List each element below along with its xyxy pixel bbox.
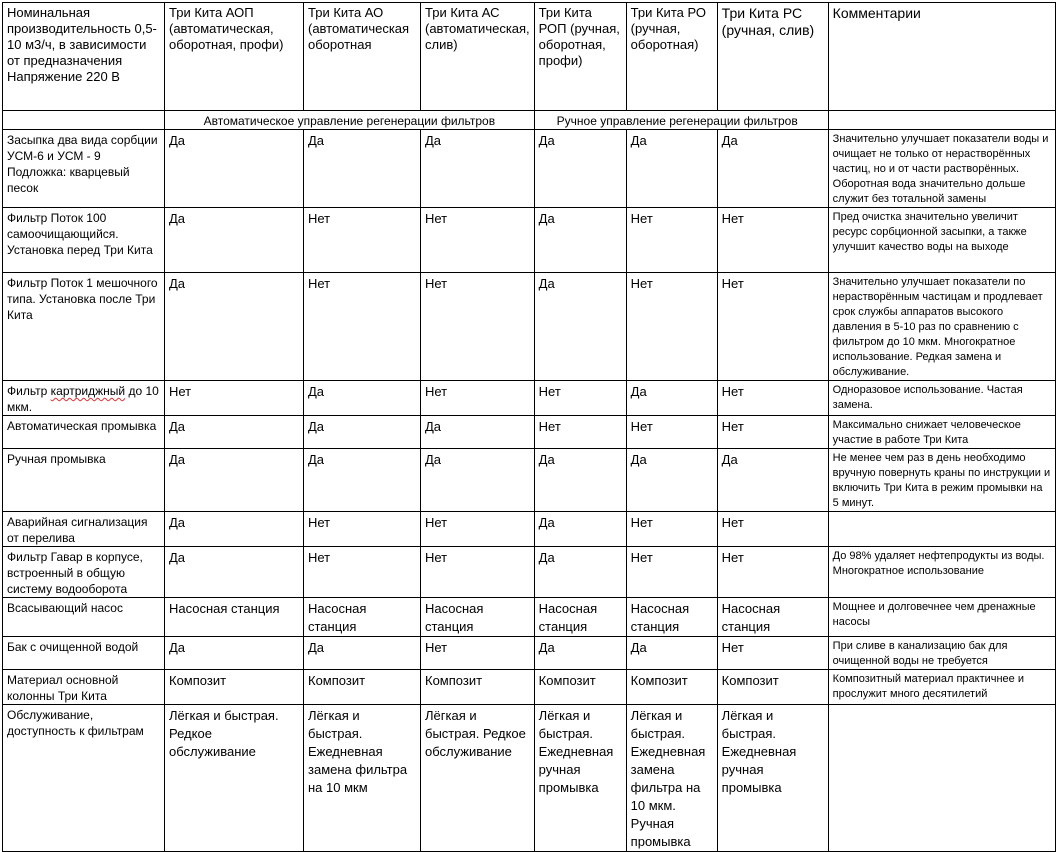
cell-value: Да (421, 130, 535, 208)
cell-value: Нет (534, 416, 626, 449)
cell-value: Нет (717, 637, 828, 670)
cell-value: Да (626, 637, 717, 670)
cell-value: Нет (717, 416, 828, 449)
cell-value: Да (421, 449, 535, 512)
row-comment: До 98% удаляет нефтепродукты из воды. Многократное использование (828, 547, 1055, 598)
table-row (3, 637, 1056, 670)
row-comment (828, 512, 1055, 547)
row-label: Материал основной колонны Три Кита (3, 670, 165, 705)
cell-value: Нет (304, 208, 421, 273)
cell-value: Да (534, 547, 626, 598)
cell-value: Да (534, 130, 626, 208)
cell-value: Композит (534, 670, 626, 705)
cell-value: Насосная станция (717, 598, 828, 637)
cell-value: Композит (717, 670, 828, 705)
cell-value: Да (534, 637, 626, 670)
cell-value: Нет (626, 547, 717, 598)
subheader-comments-empty (828, 111, 1055, 130)
row-label-post: до 10 мкм. (7, 384, 159, 414)
table-row (3, 670, 1056, 705)
cell-value: Да (304, 449, 421, 512)
cell-value: Лёгкая и быстрая. Ежедневная замена фильтра на 10 мкм (304, 705, 421, 852)
cell-value: Да (304, 416, 421, 449)
cell-value: Лёгкая и быстрая. Ежедневная ручная промывка (717, 705, 828, 852)
cell-value: Да (717, 449, 828, 512)
row-label: Обслуживание, доступность к фильтрам (3, 705, 165, 852)
row-label-pre: Фильтр (7, 384, 51, 398)
table-row (3, 449, 1056, 512)
model-header-as: Три Кита АС (автоматическая, слив) (421, 3, 535, 111)
table-row (3, 705, 1056, 852)
model-header-rs: Три Кита РС (ручная, слив) (717, 3, 828, 111)
cell-value: Да (304, 130, 421, 208)
table-row (3, 273, 1056, 381)
cell-value: Нет (717, 273, 828, 381)
table-title: Номинальная производительность 0,5-10 м3/ч, в зависимости от предназначения Напряжение 220 В (3, 3, 165, 111)
cell-value: Да (165, 416, 304, 449)
cell-value: Нет (304, 273, 421, 381)
cell-value: Нет (421, 208, 535, 273)
row-comment: Композитный материал практичнее и прослужит много десятилетий (828, 670, 1055, 705)
cell-value: Да (165, 273, 304, 381)
cell-value: Композит (165, 670, 304, 705)
cell-value: Нет (421, 637, 535, 670)
row-label: Фильтр Поток 100 самоочищающийся. Установка перед Три Кита (3, 208, 165, 273)
row-comment: Мощнее и долговечнее чем дренажные насосы (828, 598, 1055, 637)
misspelled-word: картриджный (50, 384, 126, 398)
cell-value: Нет (421, 381, 535, 416)
table-row (3, 130, 1056, 208)
cell-value: Да (534, 273, 626, 381)
row-comment (828, 705, 1055, 852)
comparison-table (2, 2, 1056, 852)
row-label: Всасывающий насос (3, 598, 165, 637)
table-row (3, 547, 1056, 598)
table-row (3, 381, 1056, 416)
cell-value: Лёгкая и быстрая. Ежедневная замена фильтра на 10 мкм. Ручная промывка (626, 705, 717, 852)
cell-value: Лёгкая и быстрая. Редкое обслуживание (421, 705, 535, 852)
model-header-ao: Три Кита АО (автоматическая оборотная (304, 3, 421, 111)
model-header-aop: Три Кита АОП (автоматическая, оборотная, профи) (165, 3, 304, 111)
cell-value: Нет (717, 547, 828, 598)
cell-value: Да (534, 512, 626, 547)
cell-value: Да (626, 381, 717, 416)
cell-value: Да (165, 130, 304, 208)
cell-value: Нет (304, 512, 421, 547)
table-row (3, 416, 1056, 449)
cell-value: Да (165, 637, 304, 670)
cell-value: Да (165, 512, 304, 547)
row-comment: При сливе в канализацию бак для очищенной воды не требуется (828, 637, 1055, 670)
cell-value: Да (304, 637, 421, 670)
row-label: Ручная промывка (3, 449, 165, 512)
cell-value: Лёгкая и быстрая. Ежедневная ручная промывка (534, 705, 626, 852)
cell-value: Да (717, 130, 828, 208)
row-comment: Одноразовое использование. Частая замена. (828, 381, 1055, 416)
cell-value: Да (626, 449, 717, 512)
cell-value: Нет (421, 512, 535, 547)
row-label: Фильтр Поток 1 мешочного типа. Установка после Три Кита (3, 273, 165, 381)
cell-value: Лёгкая и быстрая. Редкое обслуживание (165, 705, 304, 852)
cell-value: Нет (717, 208, 828, 273)
cell-value: Насосная станция (165, 598, 304, 637)
row-comment: Максимально снижает человеческое участие в работе Три Кита (828, 416, 1055, 449)
cell-value: Нет (421, 547, 535, 598)
table-row (3, 598, 1056, 637)
row-label: Автоматическая промывка (3, 416, 165, 449)
cell-value: Нет (165, 381, 304, 416)
cell-value: Да (165, 547, 304, 598)
cell-value: Да (626, 130, 717, 208)
row-comment: Значительно улучшает показатели воды и очищает не только от нерастворённых частиц, но и от части растворённых. Оборотная вода значительно дольше служит без тотальной замены (828, 130, 1055, 208)
cell-value: Насосная станция (421, 598, 535, 637)
row-label (3, 381, 165, 416)
cell-value: Да (304, 381, 421, 416)
cell-value: Композит (304, 670, 421, 705)
cell-value: Нет (304, 547, 421, 598)
cell-value: Насосная станция (304, 598, 421, 637)
cell-value: Нет (421, 273, 535, 381)
row-comment: Пред очистка значительно увеличит ресурс сорбционной засыпки, а также улучшит качество воды на выходе (828, 208, 1055, 273)
row-label: Фильтр Гавар в корпусе, встроенный в общую систему водооборота (3, 547, 165, 598)
subheader-auto: Автоматическое управление регенерации фильтров (165, 111, 535, 130)
cell-value: Нет (626, 273, 717, 381)
model-header-ro: Три Кита РО (ручная, оборотная) (626, 3, 717, 111)
cell-value: Да (165, 449, 304, 512)
row-comment: Не менее чем раз в день необходимо вручную повернуть краны по инструкции и включить Три Кита в режим промывки на 5 минут. (828, 449, 1055, 512)
row-label: Засыпка два вида сорбции УСМ-6 и УСМ - 9 Подложка: кварцевый песок (3, 130, 165, 208)
subheader-row (3, 111, 1056, 130)
cell-value: Насосная станция (626, 598, 717, 637)
cell-value: Нет (626, 208, 717, 273)
cell-value: Композит (626, 670, 717, 705)
cell-value: Да (421, 416, 535, 449)
cell-value: Да (534, 208, 626, 273)
cell-value: Да (165, 208, 304, 273)
comments-header: Комментарии (828, 3, 1055, 111)
header-row (3, 3, 1056, 111)
table-row (3, 512, 1056, 547)
cell-value: Нет (534, 381, 626, 416)
model-header-rop: Три Кита РОП (ручная, оборотная, профи) (534, 3, 626, 111)
subheader-manual: Ручное управление регенерации фильтров (534, 111, 828, 130)
subheader-empty (3, 111, 165, 130)
row-label: Бак с очищенной водой (3, 637, 165, 670)
cell-value: Да (534, 449, 626, 512)
row-comment: Значительно улучшает показатели по нерастворённым частицам и продлевает срок службы аппаратов высокого давления в 5-10 раз по сравнению с фильтром до 10 мкм. Многократное использование. Редкая замена и обслуживание. (828, 273, 1055, 381)
row-label: Аварийная сигнализация от перелива (3, 512, 165, 547)
table-row (3, 208, 1056, 273)
cell-value: Композит (421, 670, 535, 705)
cell-value: Насосная станция (534, 598, 626, 637)
cell-value: Нет (626, 512, 717, 547)
cell-value: Нет (717, 512, 828, 547)
cell-value: Нет (626, 416, 717, 449)
cell-value: Нет (717, 381, 828, 416)
